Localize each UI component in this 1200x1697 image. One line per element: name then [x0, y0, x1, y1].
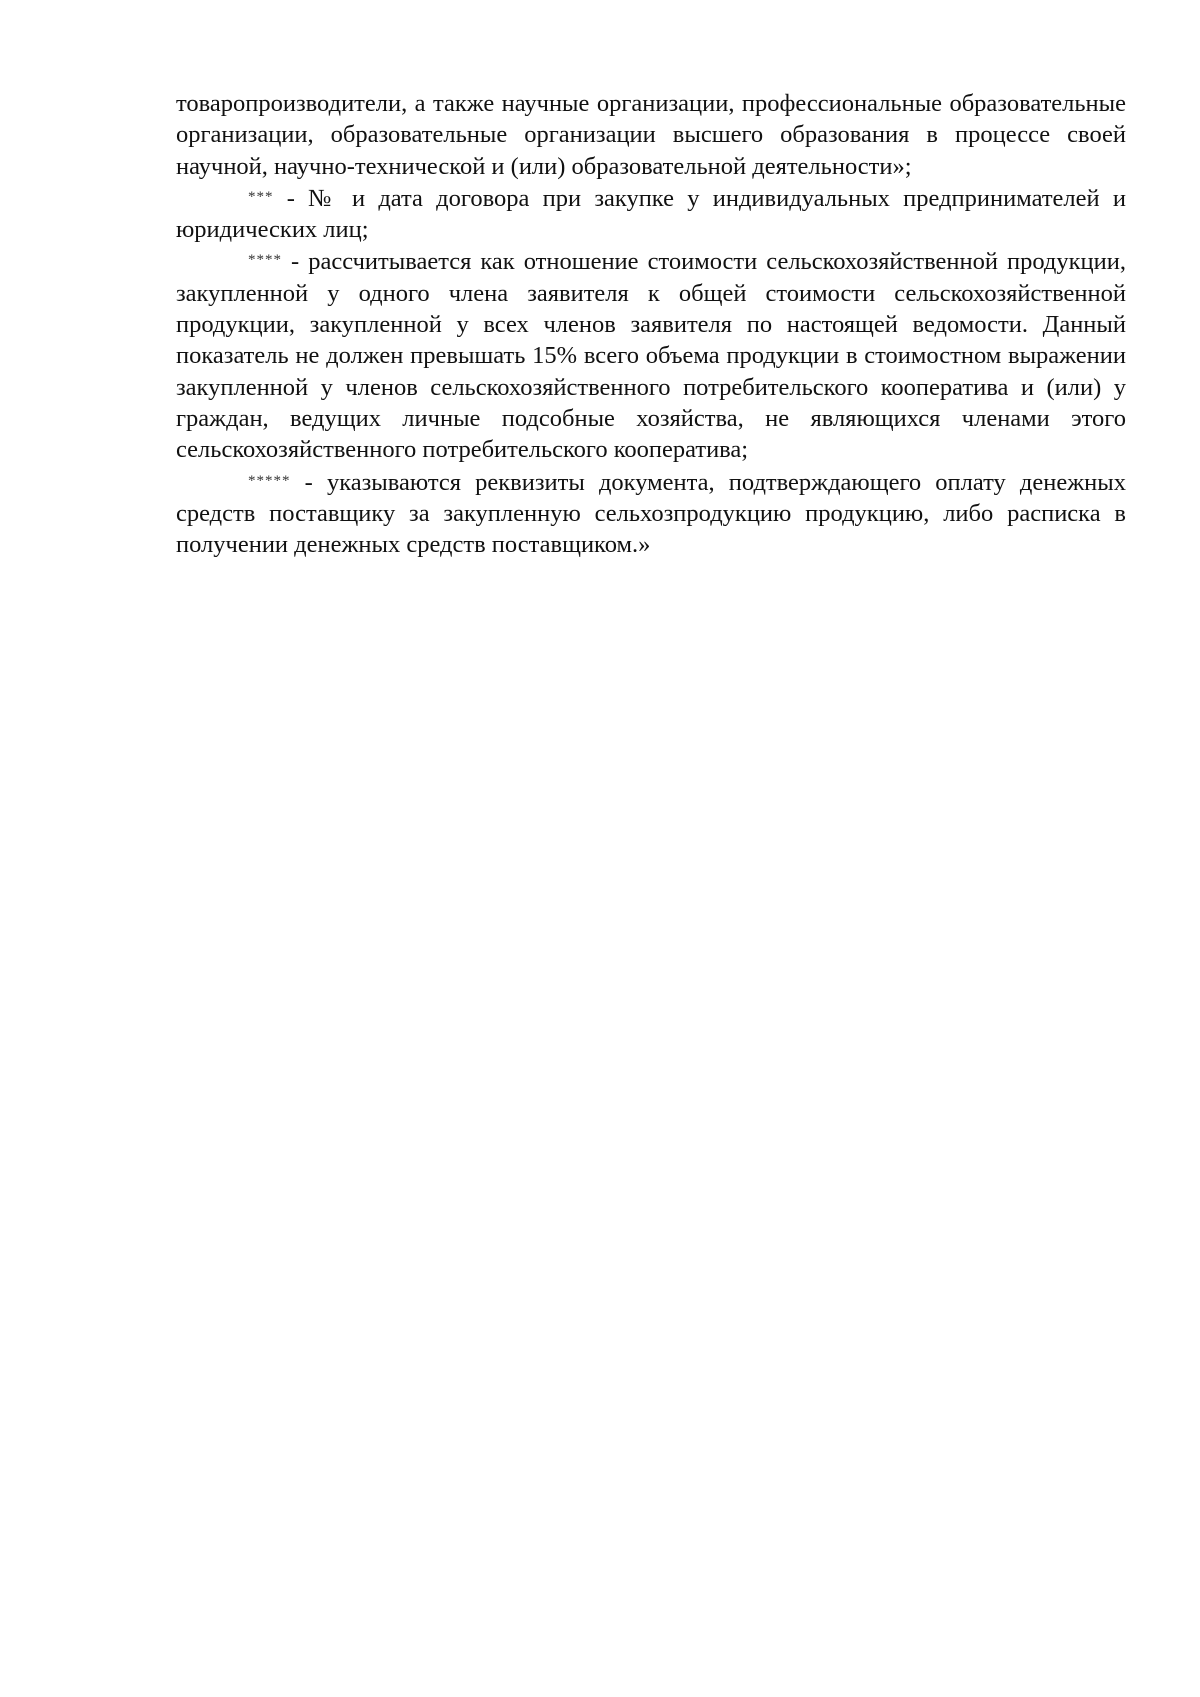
paragraph-text: товаропроизводители, а также научные организации, профессиональные образовательные организации, образовательные организации высшего образования в процессе своей научной, научно-технической и (или) образовательной деятельности»; [176, 90, 1126, 180]
footnote-text: - рассчитывается как отношение стоимости сельскохозяйственной продукции, закупленной у одного члена заявителя к общей стоимости сельскохозяйственной продукции, закупленной у всех членов заявителя по настоящей ведомости. Данный показатель не должен превышать 15% всего объема продукции в стоимостном выражении закупленной у членов сельскохозяйственного потребительского кооператива и (или) у граждан, ведущих личные подсобные хозяйства, не являющихся членами этого сельскохозяйственного потребительского кооператива; [176, 248, 1126, 464]
footnote-text: - указываются реквизиты документа, подтверждающего оплату денежных средств поставщику за закупленную сельхозпродукцию продукцию, либо расписка в получении денежных средств поставщиком.» [176, 468, 1126, 559]
document-body [176, 88, 1126, 560]
footnote-contract [176, 182, 1126, 246]
footnote-text: - № и дата договора при закупке у индивидуальных предпринимателей и юридических лиц; [176, 184, 1126, 244]
footnote-marker: ***** [248, 472, 291, 489]
footnote-share-calculation [176, 245, 1126, 465]
footnote-marker: **** [248, 252, 282, 269]
footnote-payment-details [176, 466, 1126, 561]
paragraph-continuation [176, 88, 1126, 182]
footnote-marker: *** [248, 188, 274, 205]
